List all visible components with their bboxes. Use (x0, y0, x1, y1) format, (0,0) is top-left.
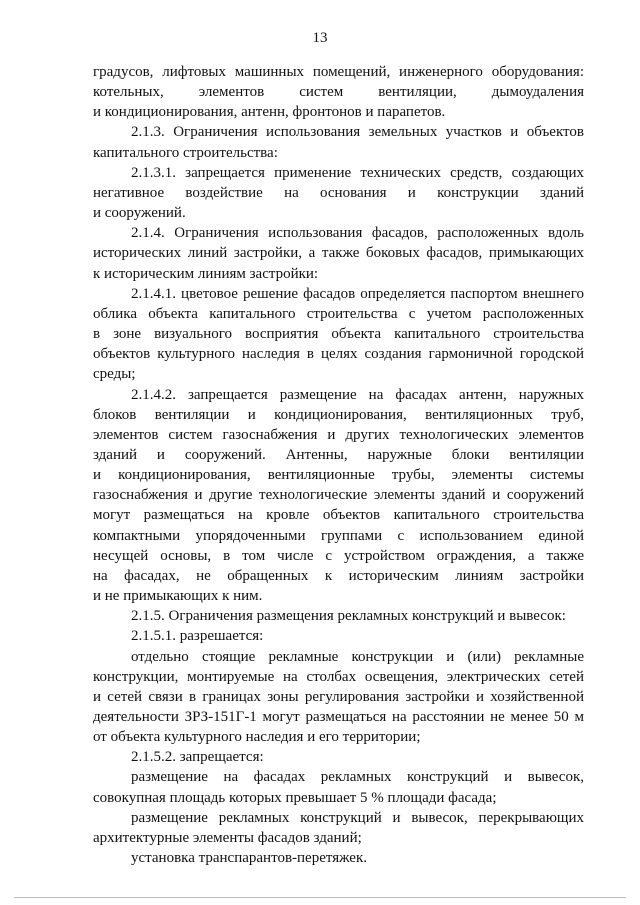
text-line: компактными упорядоченными группами с использованием единой (93, 527, 584, 544)
text-line: и кондиционирования, антенн, фронтонов и парапетов. (93, 104, 446, 121)
text-line: и не примыкающих к ним. (93, 588, 263, 605)
text-line: элементов систем газоснабжения и других технологических элементов (93, 426, 584, 443)
text-line: и сетей связи в границах зоны регулирования застройки и хозяйственной (93, 688, 584, 705)
text-line: 2.1.4.1. цветовое решение фасадов определяется паспортом внешнего (131, 285, 584, 302)
text-line: и сооружений. (93, 205, 186, 222)
text-line: несущей основы, в том числе с устройством ограждения, а также (93, 547, 584, 564)
text-line: блоков вентиляции и кондиционирования, вентиляционных труб, (93, 406, 584, 423)
text-line: 2.1.4. Ограничения использования фасадов, расположенных вдоль (131, 225, 584, 242)
text-line: 2.1.3. Ограничения использования земельных участков и объектов (131, 124, 584, 141)
text-line: облика объекта капитального строительства с учетом расположенных (93, 305, 584, 322)
text-line: негативное воздействие на основания и конструкции зданий (93, 184, 584, 201)
text-line: исторических линий застройки, а также боковых фасадов, примыкающих (93, 245, 584, 262)
text-line: размещение на фасадах рекламных конструкций и вывесок, (131, 769, 584, 786)
bottom-border-line (14, 897, 626, 898)
text-line: на фасадах, не обращенных к историческим линиям застройки (93, 567, 584, 584)
text-line: в зоне визуального восприятия объекта капитального строительства (93, 326, 584, 343)
text-line: 2.1.5. Ограничения размещения рекламных конструкций и вывесок: (131, 608, 566, 625)
text-line: газоснабжения и другие технологические элементы зданий и сооружений (93, 487, 584, 504)
text-line: могут размещаться на кровле объектов капитального строительства (93, 507, 584, 524)
text-line: градусов, лифтовых машинных помещений, инженерного оборудования: (93, 64, 584, 80)
text-line: архитектурные элементы фасадов зданий; (93, 829, 362, 846)
text-line: деятельности ЗРЗ-151Г-1 могут размещаться на расстоянии не менее 50 м (93, 709, 584, 725)
text-line: установка транспарантов-перетяжек. (131, 850, 367, 867)
text-line: объектов культурного наследия в целях создания гармоничной городской (93, 346, 584, 363)
text-line: 2.1.3.1. запрещается применение технических средств, создающих (131, 164, 584, 181)
text-line: среды; (93, 366, 136, 383)
text-line: конструкции, монтируемые на столбах освещения, электрических сетей (93, 668, 584, 685)
text-line: котельных, элементов систем вентиляции, дымоудаления (93, 84, 584, 101)
page-number: 13 (312, 30, 328, 46)
text-line: от объекта культурного наследия и его территории; (93, 729, 421, 746)
text-line: совокупная площадь которых превышает 5 % площади фасада; (93, 789, 497, 806)
text-line: размещение рекламных конструкций и вывесок, перекрывающих (131, 809, 584, 826)
text-line: 2.1.5.2. запрещается: (131, 749, 264, 766)
text-line: к историческим линиям застройки: (93, 265, 319, 282)
text-line: и кондиционирования, вентиляционные трубы, элементы системы (93, 467, 584, 484)
text-line: 2.1.5.1. разрешается: (131, 628, 264, 645)
text-line: отдельно стоящие рекламные конструкции и (или) рекламные (131, 648, 584, 665)
text-line: капитального строительства: (93, 144, 278, 161)
text-line: 2.1.4.2. запрещается размещение на фасадах антенн, наружных (131, 386, 584, 403)
text-line: зданий и сооружений. Антенны, наружные блоки вентиляции (93, 446, 584, 463)
document-body (93, 62, 584, 868)
